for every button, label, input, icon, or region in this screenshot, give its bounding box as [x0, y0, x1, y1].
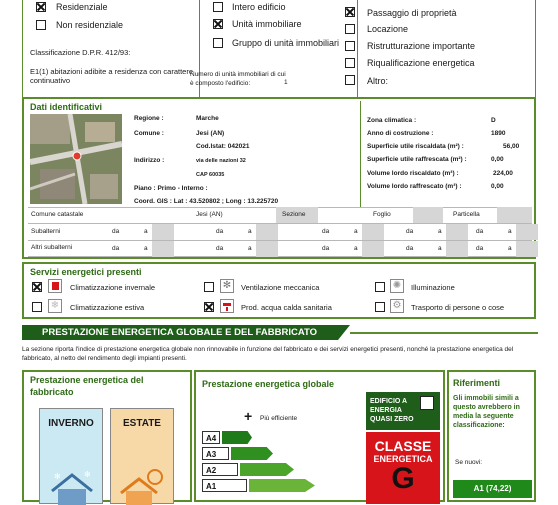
location-map [30, 114, 122, 204]
cap-value: CAP 60035 [196, 172, 225, 178]
passaggio-checkbox[interactable] [345, 7, 355, 17]
se-nuovi-label: Se nuovi: [455, 459, 483, 466]
locazione-checkbox[interactable] [345, 24, 355, 34]
residenziale-label: Residenziale [56, 2, 108, 12]
inverno-box [39, 408, 103, 504]
subalterni-da-label: da [406, 228, 414, 235]
zona-value: D [491, 117, 496, 124]
riferimenti-desc: Gli immobili simili a questo avrebbero in media la seguente classificazione: [453, 395, 520, 429]
subalterni-a-label: a [508, 245, 512, 252]
subalterni-shade-cell [256, 241, 278, 257]
vol-raff-label: Volume lordo raffrescato (m³) : [367, 183, 462, 190]
clim-est-label: Climatizzazione estiva [70, 303, 145, 312]
subalterni-shade-cell [446, 224, 468, 240]
servizi-title: Servizi energetici presenti [30, 267, 142, 277]
zona-label: Zona climatica : [367, 117, 417, 124]
vol-raff-value: 0,00 [491, 183, 504, 190]
riferimenti-panel [447, 370, 536, 502]
classificazione-label: Classificazione D.P.R. 412/93: [30, 48, 131, 57]
svg-text:✻: ✻ [84, 470, 91, 479]
subalterni-da-label: da [406, 245, 414, 252]
subalterni-da-label: da [476, 228, 484, 235]
servizi-section [22, 262, 536, 319]
intero-edificio-label: Intero edificio [232, 2, 286, 12]
subalterni-a-label: a [248, 245, 252, 252]
riqualificazione-checkbox[interactable] [345, 58, 355, 68]
subalterni-a-label: a [438, 245, 442, 252]
illum-label: Illuminazione [411, 283, 455, 292]
class-bar: A4 [202, 431, 220, 444]
estate-label: ESTATE [123, 418, 161, 429]
regione-label: Regione : [134, 115, 164, 122]
globale-title: Prestazione energetica globale [202, 379, 335, 389]
regione-value: Marche [196, 115, 219, 122]
residenziale-checkbox[interactable] [36, 2, 46, 12]
subalterni-shade-cell [446, 241, 468, 257]
prestazione-desc: La sezione riporta l'indice di prestazione energetica globale non rinnovabile in funzione del fabbricato e dei servizi energetici presenti, nonché la prestazione energetica del fabbricato, al netto del rendimento degli impianti presenti. [22, 346, 514, 362]
piano-value: Piano : Primo - Interno : [134, 185, 208, 192]
subalterni-shade-cell [362, 241, 384, 257]
numero-unita-label: Numero di unità immobiliari di cui è composto l'edificio: [190, 71, 286, 87]
dati-identificativi-section [22, 97, 536, 259]
subalterni-a-label: a [508, 228, 512, 235]
vol-risc-label: Volume lordo riscaldato (m³) : [367, 170, 459, 177]
elevator-icon: ⚙ [390, 299, 404, 313]
anno-label: Anno di costruzione : [367, 130, 434, 137]
comune-label: Comune : [134, 130, 164, 137]
prestazione-banner [22, 325, 538, 340]
sezione-label: Sezione [282, 211, 306, 218]
ristrutturazione-label: Ristrutturazione importante [367, 41, 476, 51]
sup-raff-label: Superficie utile raffrescata (m²) : [367, 156, 467, 163]
class-bar: A2 [202, 463, 238, 476]
energetica-label: ENERGETICA [373, 454, 433, 464]
fabbricato-title: Prestazione energetica del fabbricato [30, 375, 144, 397]
gruppo-unita-checkbox[interactable] [213, 38, 223, 48]
subalterni-shade-cell [152, 241, 174, 257]
prestazione-banner-text: PRESTAZIONE ENERGETICA GLOBALE E DEL FABBRICATO [42, 327, 317, 338]
classe-value: G [391, 462, 415, 495]
comune-catastale-value: Jesi (AN) [196, 211, 223, 218]
subalterni-shade-cell [516, 241, 538, 257]
subalterni-da-label: da [476, 245, 484, 252]
comune-catastale-label: Comune catastale [31, 211, 84, 218]
intero-edificio-checkbox[interactable] [213, 2, 223, 12]
subalterni-a-label: a [354, 228, 358, 235]
indirizzo-value: via delle nazioni 32 [196, 158, 246, 164]
sup-raff-value: 0,00 [491, 156, 504, 163]
vent-label: Ventilazione meccanica [241, 283, 320, 292]
estate-box [110, 408, 174, 504]
nzeb-label: EDIFICIO A ENERGIA QUASI ZERO [370, 398, 414, 423]
top-section [22, 0, 538, 97]
altro-label: Altro: [367, 76, 389, 86]
subalterni-da-label: da [322, 228, 330, 235]
altri-subalterni-label: Altri subalterni [31, 244, 73, 251]
subalterni-shade-cell [152, 224, 174, 240]
gruppo-unita-label: Gruppo di unità immobiliari [232, 38, 340, 48]
comune-value: Jesi (AN) [196, 130, 225, 137]
subalterni-da-label: da [216, 228, 224, 235]
lightbulb-icon: ✺ [390, 279, 404, 293]
piu-efficiente-label: Più efficiente [260, 415, 298, 422]
inverno-label: INVERNO [48, 418, 94, 429]
globale-panel [194, 370, 445, 502]
unita-immobiliare-label: Unità immobiliare [232, 19, 302, 29]
acs-label: Prod. acqua calda sanitaria [241, 303, 332, 312]
svg-text:✻: ✻ [54, 472, 61, 481]
subalterni-a-label: a [144, 245, 148, 252]
plus-icon: + [244, 408, 253, 424]
sup-risc-label: Superficie utile riscaldata (m²) : [367, 143, 464, 150]
locazione-label: Locazione [367, 24, 409, 34]
radiator-icon [48, 279, 62, 293]
classe-box [366, 432, 440, 504]
fabbricato-panel [22, 370, 192, 502]
class-bar: A1 [202, 479, 247, 492]
subalterni-da-label: da [112, 228, 120, 235]
catasto-table [28, 207, 532, 257]
subalterni-shade-cell [256, 224, 278, 240]
class-bar: A3 [202, 447, 229, 460]
vent-checkbox[interactable] [204, 282, 214, 292]
dati-title: Dati identificativi [30, 102, 103, 112]
coord-value: Coord. GIS : Lat : 43.520802 ; Long : 13.225720 [134, 198, 279, 205]
clim-inv-label: Climatizzazione invernale [70, 283, 156, 292]
subalterni-shade-cell [362, 224, 384, 240]
acs-checkbox[interactable] [204, 302, 214, 312]
subalterni-da-label: da [112, 245, 120, 252]
se-nuovi-value: A1 (74,22) [453, 480, 532, 498]
foglio-label: Foglio [373, 211, 391, 218]
subalterni-da-label: da [322, 245, 330, 252]
sup-risc-value: 56,00 [503, 143, 520, 150]
snowflake-icon: ❄ [48, 299, 62, 313]
nzeb-box [366, 392, 440, 430]
water-tap-icon [220, 299, 234, 313]
class-arrow [240, 463, 294, 476]
clim-est-checkbox[interactable] [32, 302, 42, 312]
illum-checkbox[interactable] [375, 282, 385, 292]
fan-icon: ✻ [220, 279, 234, 293]
subalterni-a-label: a [438, 228, 442, 235]
subalterni-label: Subalterni [31, 228, 61, 235]
indirizzo-label: Indirizzo : [134, 157, 165, 164]
subalterni-a-label: a [144, 228, 148, 235]
class-arrow [231, 447, 273, 460]
passaggio-label: Passaggio di proprietà [367, 8, 457, 18]
unita-immobiliare-checkbox[interactable] [213, 19, 223, 29]
riqualificazione-label: Riqualificazione energetica [367, 58, 475, 68]
clim-inv-checkbox[interactable] [32, 282, 42, 292]
house-sun-icon [119, 467, 167, 505]
subalterni-a-label: a [248, 228, 252, 235]
riferimenti-title: Riferimenti [453, 378, 501, 388]
vol-risc-value: 224,00 [493, 170, 513, 177]
classe-label: CLASSE [374, 438, 432, 454]
subalterni-shade-cell [516, 224, 538, 240]
class-arrow [249, 479, 315, 492]
trasporto-checkbox[interactable] [375, 302, 385, 312]
ristrutturazione-checkbox[interactable] [345, 41, 355, 51]
anno-value: 1890 [491, 130, 506, 137]
non-residenziale-checkbox[interactable] [36, 20, 46, 30]
subalterni-da-label: da [216, 245, 224, 252]
classificazione-value: E1(1) abitazioni adibite a residenza con carattere continuativo [30, 67, 194, 85]
numero-unita-value: 1 [284, 79, 288, 86]
particella-label: Particella [453, 211, 480, 218]
subalterni-a-label: a [354, 245, 358, 252]
non-residenziale-label: Non residenziale [56, 20, 124, 30]
class-arrow [222, 431, 252, 444]
altro-checkbox[interactable] [345, 75, 355, 85]
codistat-label: Cod.Istat: 042021 [196, 143, 250, 150]
trasporto-label: Trasporto di persone o cose [411, 303, 505, 312]
nzeb-checkbox[interactable] [420, 396, 434, 410]
